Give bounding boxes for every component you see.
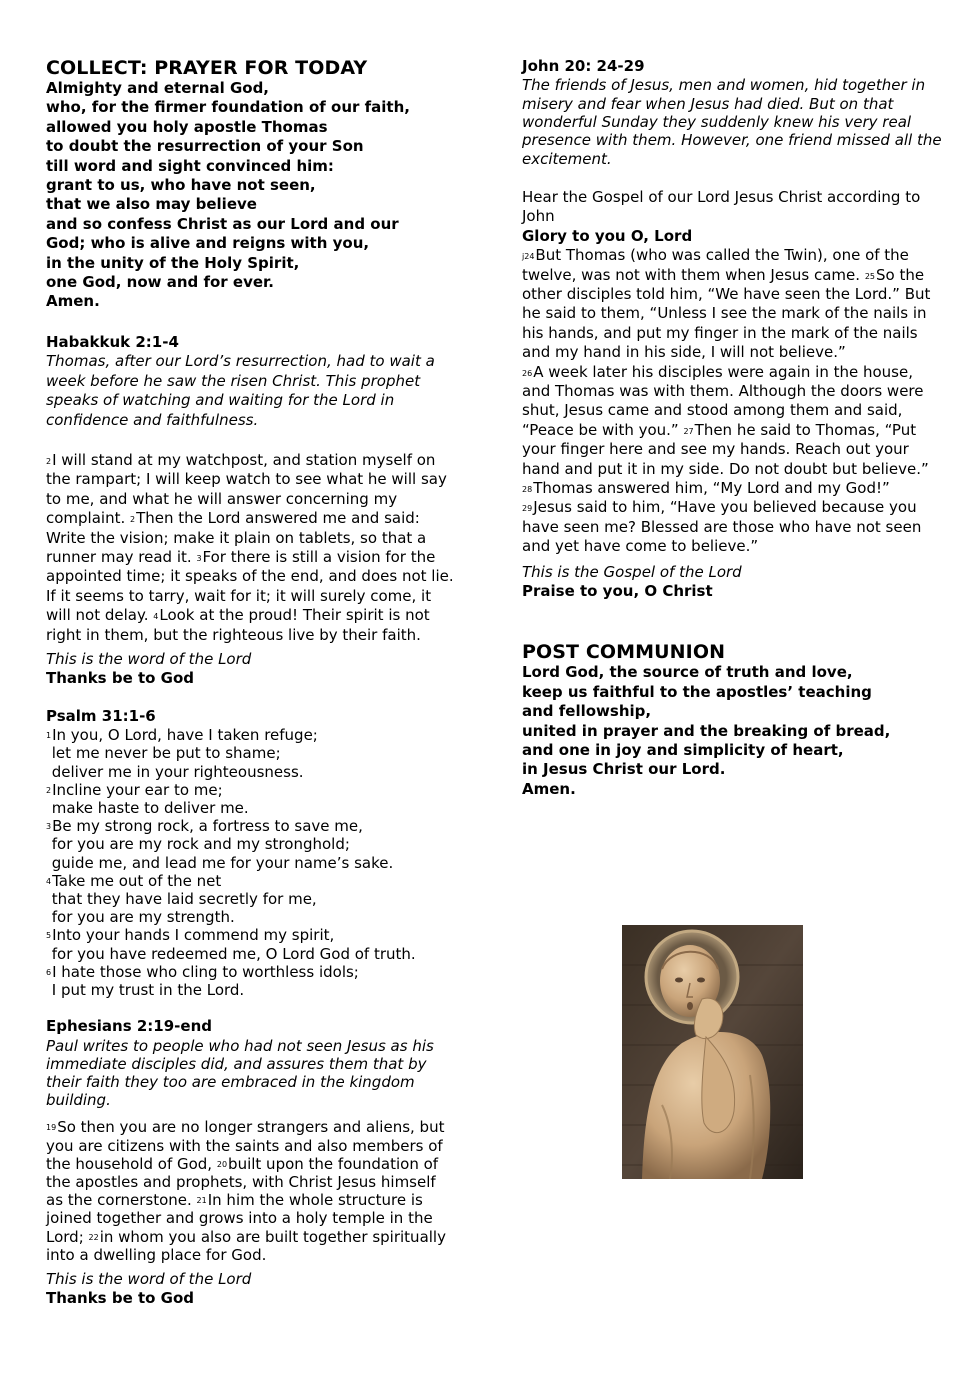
verse-number: 29 <box>522 504 533 514</box>
psalm-line: $^6$I hate those who cling to worthless idols; <box>46 962 359 981</box>
collect-line: who, for the firmer foundation of our faith, <box>46 98 410 117</box>
psalm-line: $^5$Into your hands I commend my spirit, <box>46 926 335 945</box>
post-communion-prayer <box>522 663 942 799</box>
verse-number: 6 <box>46 967 52 977</box>
verse-number: 3 <box>196 553 202 563</box>
verse-text: I will stand at my watchpost, and station myself on the rampart; I will keep watch to see what he will say to me, and what he will answer concerning my complaint. <box>46 450 447 528</box>
psalm-text <box>46 726 456 999</box>
verse-number: 2 <box>46 456 52 466</box>
habakkuk-response: Thanks be to God <box>46 669 195 688</box>
gospel-announcement: Hear the Gospel of our Lord Jesus Christ according to John <box>522 187 921 226</box>
verse-number: 2 <box>46 785 52 795</box>
verse-text: Then the Lord answered me and said: Write the vision; make it plain on tablets, so that a runner may read it. <box>46 509 427 566</box>
gospel-announcement-response: Glory to you O, Lord <box>522 226 693 245</box>
post-communion-line: in Jesus Christ our Lord. <box>522 760 726 779</box>
gospel-response: Praise to you, O Christ <box>522 582 713 601</box>
psalm-line: for you are my strength. <box>47 908 235 927</box>
post-communion-line: Lord God, the source of truth and love, <box>522 663 853 682</box>
verse-text: For there is still a vision for the appointed time; it speaks of the end, and does not lie. If it seems to tarry, wait for it; it will surely come, it will not delay. <box>46 547 454 625</box>
verse-text: So the other disciples told him, “We have seen the Lord.” But he said to them, “Unless I see the mark of the nails in his hands, and put my finger in the mark of the nails and my hand in his side, I will not believe.” <box>522 265 931 362</box>
habakkuk-response-call: This is the word of the Lord <box>46 649 252 668</box>
right-column <box>522 57 942 799</box>
collect-line: God; who is alive and reigns with you, <box>46 234 370 253</box>
gospel-reading <box>522 246 942 557</box>
verse-number: 20 <box>216 1159 228 1169</box>
post-communion-line: united in prayer and the breaking of bread, <box>522 721 891 740</box>
psalm-line: I put my trust in the Lord. <box>47 981 245 1000</box>
gospel-intro: The friends of Jesus, men and women, hid together in misery and fear when Jesus had died. But on that wonderful Sunday they suddenly knew his very real presence with them. However, one friend missed all the excitement. <box>522 76 942 168</box>
psalm-line: $^3$Be my strong rock, a fortress to save me, <box>46 817 363 836</box>
ephesians-intro: Paul writes to people who had not seen Jesus as his immediate disciples did, and assures them that by their faith they too are embraced in the kingdom building. <box>46 1036 434 1110</box>
verse-number: 4 <box>153 612 159 622</box>
gospel-reference: John 20: 24-29 <box>522 57 645 75</box>
verse-number: 22 <box>88 1232 99 1242</box>
psalm-line: $^2$Incline your ear to me; <box>46 780 223 799</box>
collect-line: to doubt the resurrection of your Son <box>46 137 364 156</box>
psalm-line: for you have redeemed me, O Lord God of truth. <box>47 944 416 963</box>
gospel-response-call: This is the Gospel of the Lord <box>522 562 742 581</box>
verse-text: Thomas answered him, “My Lord and my God!” <box>533 478 890 497</box>
psalm-line: guide me, and lead me for your name’s sake. <box>47 853 394 872</box>
verse-number: 25 <box>864 271 875 281</box>
verse-number: 5 <box>46 931 52 941</box>
verse-number: 1 <box>46 731 52 741</box>
psalm-line: $^1$In you, O Lord, have I taken refuge; <box>46 726 318 745</box>
psalm-line: deliver me in your righteousness. <box>47 762 304 781</box>
habakkuk-reading <box>46 451 456 645</box>
post-communion-line: Amen. <box>522 779 576 798</box>
collect-line: Almighty and eternal God, <box>46 79 270 97</box>
collect-line: till word and sight convinced him: <box>46 156 334 175</box>
verse-number: j24 <box>522 252 535 262</box>
psalm-line: make haste to deliver me. <box>47 799 249 817</box>
verse-number: 3 <box>46 822 52 832</box>
collect-prayer <box>46 79 456 312</box>
verse-text: Jesus said to him, “Have you believed because you have seen me? Blessed are those who have not seen and yet have come to believe.” <box>522 498 922 556</box>
psalm-line: $^4$Take me out of the net <box>46 871 222 890</box>
verse-text: built upon the foundation of the apostles and prophets, with Christ Jesus himself as the cornerstone. <box>46 1154 439 1210</box>
post-communion-line: and fellowship, <box>522 702 652 721</box>
psalm-line: that they have laid secretly for me, <box>47 890 317 909</box>
left-column <box>46 57 456 1309</box>
collect-line: in the unity of the Holy Spirit, <box>46 253 300 272</box>
collect-heading: COLLECT: PRAYER FOR TODAY <box>46 57 368 79</box>
verse-text: A week later his disciples were again in the house, and Thomas was with them. Although the doors were shut, Jesus came and stood among them and said, “Peace be with you.” <box>522 362 924 439</box>
verse-text: So then you are no longer strangers and aliens, but you are citizens with the saints and also members of the household of God, <box>46 1118 445 1173</box>
ephesians-reference: Ephesians 2:19-end <box>46 1017 212 1036</box>
collect-line: grant to us, who have not seen, <box>46 176 316 195</box>
verse-number: 21 <box>196 1196 207 1206</box>
psalm-line: let me never be put to shame; <box>47 744 281 763</box>
verse-text: Then he said to Thomas, “Put your finger here and see my hands. Reach out your hand and put it in my side. Do not doubt but believe.” <box>522 420 929 478</box>
verse-number: 4 <box>46 876 52 886</box>
habakkuk-reference: Habakkuk 2:1-4 <box>46 332 179 351</box>
collect-line: one God, now and for ever. <box>46 273 275 292</box>
verse-number: 28 <box>522 484 533 494</box>
pensive-thomas-statue-image <box>622 925 803 1179</box>
post-communion-line: and one in joy and simplicity of heart, <box>522 741 844 760</box>
verse-number: 2 <box>130 515 136 525</box>
verse-text: But Thomas (who was called the Twin), one of the twelve, was not with them when Jesus came. <box>522 246 909 284</box>
post-communion-line: keep us faithful to the apostles’ teaching <box>522 682 872 701</box>
collect-line: that we also may believe <box>46 195 257 214</box>
verse-text: In him the whole structure is joined together and grows into a holy temple in the Lord; <box>46 1191 433 1246</box>
collect-line: allowed you holy apostle Thomas <box>46 117 328 136</box>
psalm-line: for you are my rock and my stronghold; <box>47 835 350 854</box>
verse-number: 26 <box>522 368 533 378</box>
collect-line: and so confess Christ as our Lord and our <box>46 214 399 233</box>
ephesians-reading <box>46 1118 456 1264</box>
ephesians-response-call: This is the word of the Lord <box>46 1270 252 1289</box>
verse-text: Look at the proud! Their spirit is not right in them, but the righteous live by their faith. <box>46 606 430 644</box>
post-communion-heading: POST COMMUNION <box>522 641 726 664</box>
verse-text: in whom you also are built together spiritually into a dwelling place for God. <box>46 1227 446 1264</box>
verse-number: 27 <box>683 426 694 436</box>
ephesians-response: Thanks be to God <box>46 1289 195 1308</box>
psalm-reference: Psalm 31:1-6 <box>46 706 156 725</box>
habakkuk-intro: Thomas, after our Lord’s resurrection, had to wait a week before he saw the risen Christ. This prophet speaks of watching and waiting for the Lord in confidence and faithfulness. <box>46 352 435 429</box>
collect-line: Amen. <box>46 292 100 311</box>
verse-number: 19 <box>46 1123 57 1133</box>
